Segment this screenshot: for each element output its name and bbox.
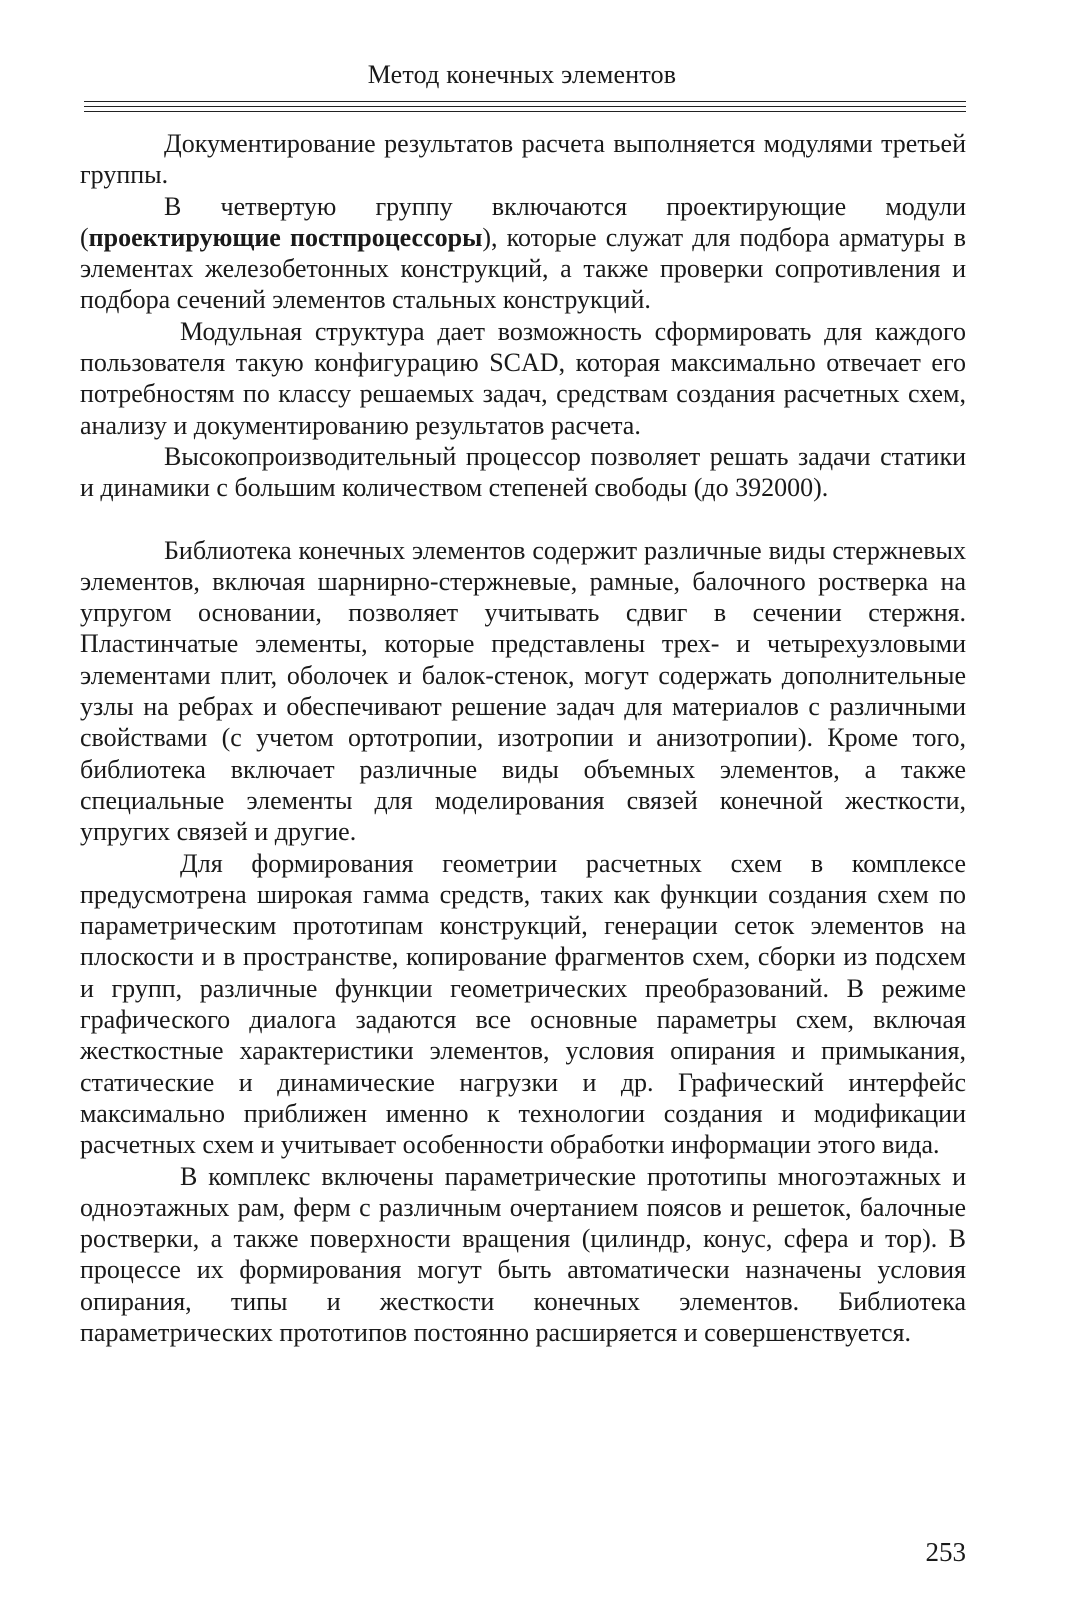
paragraph-modular-structure: Модульная структура дает возможность сформировать для каждого пользователя такую конфигурацию SCAD, которая максимально отвечает его потребностям по классу решаемых задач, средствам создания расчетных схем, анализу и документированию результатов расчета.: [80, 316, 966, 440]
paragraph-text: ), которые служат для подбора арматуры в элементах железобетонных конструкций, а также проверки сопротивления и подбора сечений элементов стальных конструкций.: [80, 222, 966, 315]
header-rule: [84, 106, 966, 107]
bold-term: проектирующие постпроцессоры: [88, 222, 483, 252]
header-rule: [84, 101, 966, 102]
body-text: [80, 128, 966, 1348]
header-rule: [84, 111, 966, 112]
paragraph-element-library: Библиотека конечных элементов содержит различные виды стержневых элементов, включая шарнирно-стержневые, рамные, балочного ростверка на упругом основании, позволяет учитывать сдвиг в сечении стержня. Пластинчатые элементы, которые представлены трех- и четырехузловыми элементами плит, оболочек и балок-стенок, могут содержать дополнительные узлы на ребрах и обеспечивают решение задач для материалов с различными свойствами (с учетом ортотропии, изотропии и анизотропии). Кроме того, библиотека включает различные виды объемных элементов, а также специальные элементы для моделирования связей конечной жесткости, упругих связей и другие.: [80, 535, 966, 847]
paragraph-documentation: Документирование результатов расчета выполняется модулями третьей группы.: [80, 129, 966, 190]
paragraph-processor: Высокопроизводительный процессор позволяет решать задачи статики и динамики с большим количеством степеней свободы (до 392000).: [80, 441, 966, 503]
paragraph-postprocessors: [80, 191, 966, 316]
paragraph-geometry: Для формирования геометрии расчетных схем в комплексе предусмотрена широкая гамма средств, таких как функции создания схем по параметрическим прототипам конструкций, генерации сеток элементов на плоскости и в пространстве, копирование фрагментов схем, сборки из подсхем и групп, различные функции геометрических преобразований. В режиме графического диалога задаются все основные параметры схем, включая жесткостные характеристики элементов, условия опирания и примыкания, статические и динамические нагрузки и др. Графический интерфейс максимально приближен именно к технологии создания и модификации расчетных схем и учитывает особенности обработки информации этого вида.: [80, 848, 966, 1160]
paragraph-text: В четвертую группу включаются проектирующие модули (: [80, 191, 966, 252]
running-head-title: Метод конечных элементов: [367, 60, 677, 89]
page-number: 253: [925, 1537, 966, 1567]
paragraph-prototypes: В комплекс включены параметрические прототипы многоэтажных и одноэтажных рам, ферм с различным очертанием поясов и решеток, балочные ростверки, а также поверхности вращения (цилиндр, конус, сфера и тор). В процессе их формирования могут быть автоматически назначены условия опирания, типы и жесткости конечных элементов. Библиотека параметрических прототипов постоянно расширяется и совершенствуется.: [80, 1161, 966, 1347]
